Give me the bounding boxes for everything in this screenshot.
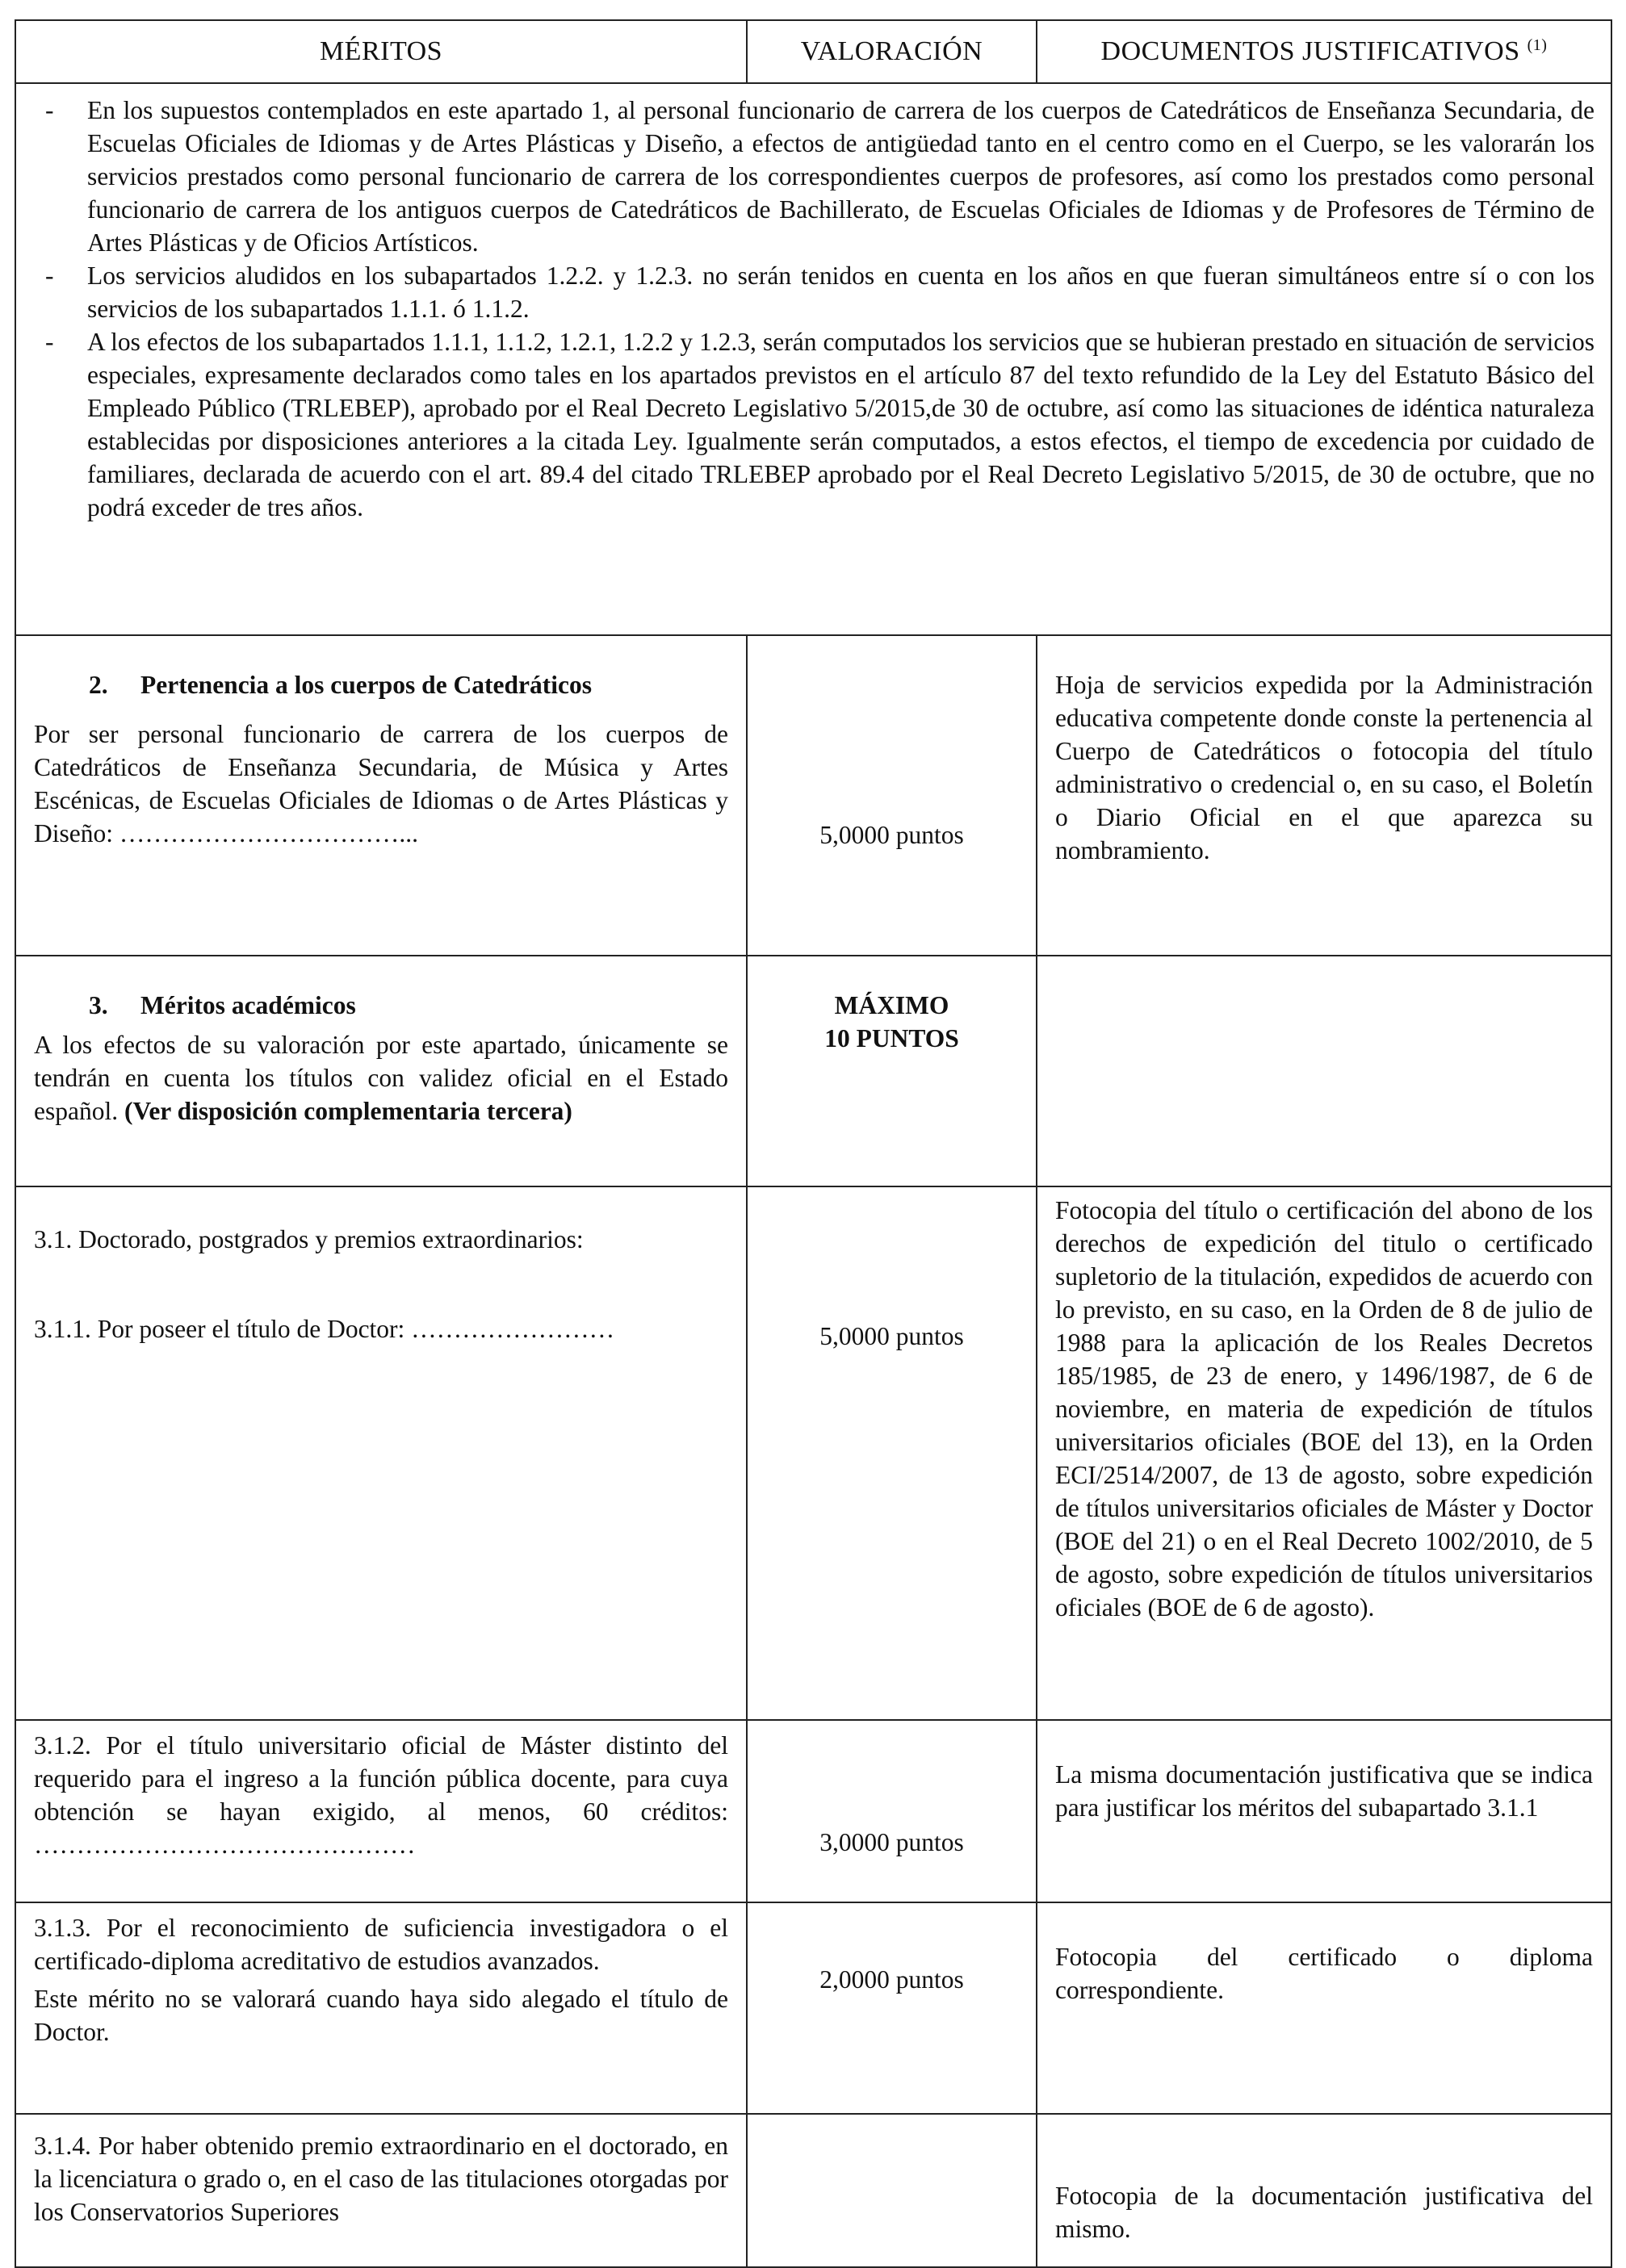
section2-value: 5,0000 puntos	[819, 821, 964, 849]
s311-text: 3.1.1. Por poseer el título de Doctor: ……………………	[34, 1315, 615, 1343]
table-header-row	[15, 20, 1611, 83]
s313-merit-cell	[15, 1902, 747, 2114]
section3-text: A los efectos de su valoración por este apartado, únicamente se tendrán en cuenta los títulos con validez oficial en el Estado español. (Ver disposición complementaria tercera)	[34, 1031, 728, 1125]
header-valoracion: VALORACIÓN	[747, 20, 1037, 83]
s312-docs-cell	[1037, 1720, 1611, 1902]
s312-row	[15, 1720, 1611, 1902]
header-documentos: DOCUMENTOS JUSTIFICATIVOS $^{(1)}$	[1037, 20, 1611, 83]
s311-docs: Fotocopia del título o certificación del abono de los derechos de expedición del titulo o certificado supletorio de la titulación, expedidos de acuerdo con lo previsto, en su caso, en la Orden de 8 de julio de 1988 para la aplicación de los Reales Decretos 185/1985, de 23 de enero, y 1496/1987, de 6 de noviembre, en materia de expedición de títulos universitarios oficiales (BOE del 13), en la Orden ECI/2514/2007, de 13 de agosto, sobre expedición de títulos universitarios oficiales de Máster y Doctor (BOE del 21) o en el Real Decreto 1002/2010, de 5 de agosto, sobre expedición de títulos universitarios oficiales (BOE de 6 de agosto).	[1055, 1196, 1593, 1621]
s314-docs: Fotocopia de la documentación justificativa del mismo.	[1055, 2182, 1593, 2243]
notes-row	[15, 83, 1611, 635]
s313-value: 2,0000 puntos	[819, 1965, 964, 1994]
section2-docs: Hoja de servicios expedida por la Administración educativa competente donde conste la pertenencia al Cuerpo de Catedráticos o fotocopia del título administrativo o credencial o, en su caso, el Boletín o Diario Oficial en el que aparezca su nombramiento.	[1055, 671, 1593, 864]
section2-row	[15, 635, 1611, 956]
notes-list	[31, 94, 1595, 524]
s313-value-cell	[747, 1902, 1037, 2114]
section3-max-line1: MÁXIMO	[834, 991, 949, 1019]
merits-table	[15, 19, 1612, 2268]
section3-max-cell	[747, 956, 1037, 1186]
s312-docs: La misma documentación justificativa que se indica para justificar los méritos del subapartado 3.1.1	[1055, 1760, 1593, 1822]
s313-text2: Este mérito no se valorará cuando haya sido alegado el título de Doctor.	[34, 1985, 728, 2046]
s311-merit-cell	[15, 1186, 747, 1720]
s314-value-cell	[747, 2114, 1037, 2267]
s312-value: 3,0000 puntos	[819, 1828, 964, 1856]
s312-text: 3.1.2. Por el título universitario oficial de Máster distinto del requerido para el ingreso a la función pública docente, para cuya obtención se hayan exigido, al menos, 60 créditos: ………………………………………	[34, 1731, 728, 1859]
s311-docs-cell	[1037, 1186, 1611, 1720]
note-item: - A los efectos de los subapartados 1.1.1, 1.1.2, 1.2.1, 1.2.2 y 1.2.3, serán computados los servicios que se hubieran prestado en situación de servicios especiales, expresamente declarados como tales en los apartados previstos en el artículo 87 del texto refundido de la Ley del Estatuto Básico del Empleado Público (TRLEBEP), aprobado por el Real Decreto Legislativo 5/2015,de 30 de octubre, así como las situaciones de idéntica naturaleza establecidas por disposiciones anteriores a la citada Ley. Igualmente serán computados, a estos efectos, el tiempo de excedencia por cuidado de familiares, declarada de acuerdo con el art. 89.4 del citado TRLEBEP aprobado por el Real Decreto Legislativo 5/2015, de 30 de octubre, que no podrá exceder de tres años.	[45, 328, 1595, 521]
s313-text: 3.1.3. Por el reconocimiento de suficiencia investigadora o el certificado-diploma acreditativo de estudios avanzados.	[34, 1914, 728, 1975]
section3-title: 3. Méritos académicos	[89, 991, 356, 1019]
s313-docs-cell	[1037, 1902, 1611, 2114]
s313-row	[15, 1902, 1611, 2114]
section3-max-line2: 10 PUNTOS	[824, 1024, 959, 1052]
notes-cell	[15, 83, 1611, 635]
section3-docs-cell	[1037, 956, 1611, 1186]
section2-value-cell	[747, 635, 1037, 956]
s311-value: 5,0000 puntos	[819, 1322, 964, 1350]
s311-row	[15, 1186, 1611, 1720]
header-meritos: MÉRITOS	[15, 20, 747, 83]
section3-row	[15, 956, 1611, 1186]
s314-row	[15, 2114, 1611, 2267]
s311-value-cell	[747, 1186, 1037, 1720]
s314-text: 3.1.4. Por haber obtenido premio extraordinario en el doctorado, en la licenciatura o grado o, en el caso de las titulaciones otorgadas por los Conservatorios Superiores	[34, 2132, 728, 2226]
section3-merit-cell	[15, 956, 747, 1186]
section2-title: 2. Pertenencia a los cuerpos de Catedráticos	[89, 671, 593, 699]
s31-heading: 3.1. Doctorado, postgrados y premios extraordinarios:	[34, 1225, 584, 1253]
section2-text: Por ser personal funcionario de carrera de los cuerpos de Catedráticos de Enseñanza Secundaria, de Música y Artes Escénicas, de Escuelas Oficiales de Idiomas o de Artes Plásticas y Diseño: ……………………………...	[34, 720, 728, 847]
s313-docs: Fotocopia del certificado o diploma correspondiente.	[1055, 1943, 1593, 2004]
note-item: - Los servicios aludidos en los subapartados 1.2.2. y 1.2.3. no serán tenidos en cuenta en los años en que fueran simultáneos entre sí o con los servicios de los subapartados 1.1.1. ó 1.1.2.	[45, 262, 1595, 323]
s312-value-cell	[747, 1720, 1037, 1902]
section2-merit-cell	[15, 635, 747, 956]
s314-merit-cell	[15, 2114, 747, 2267]
section2-docs-cell	[1037, 635, 1611, 956]
footnote-marker: (1)	[1527, 36, 1548, 54]
s312-merit-cell	[15, 1720, 747, 1902]
note-item: - En los supuestos contemplados en este apartado 1, al personal funcionario de carrera de los cuerpos de Catedráticos de Enseñanza Secundaria, de Escuelas Oficiales de Idiomas y de Artes Plásticas y Diseño, a efectos de antigüedad tanto en el centro como en el Cuerpo, se les valorarán los servicios prestados como personal funcionario de carrera de los correspondientes cuerpos de profesores, así como los prestados como personal funcionario de carrera de los antiguos cuerpos de Catedráticos de Bachillerato, de Escuelas Oficiales de Idiomas y de Profesores de Término de Artes Plásticas y de Oficios Artísticos.	[45, 96, 1595, 257]
s314-docs-cell	[1037, 2114, 1611, 2267]
